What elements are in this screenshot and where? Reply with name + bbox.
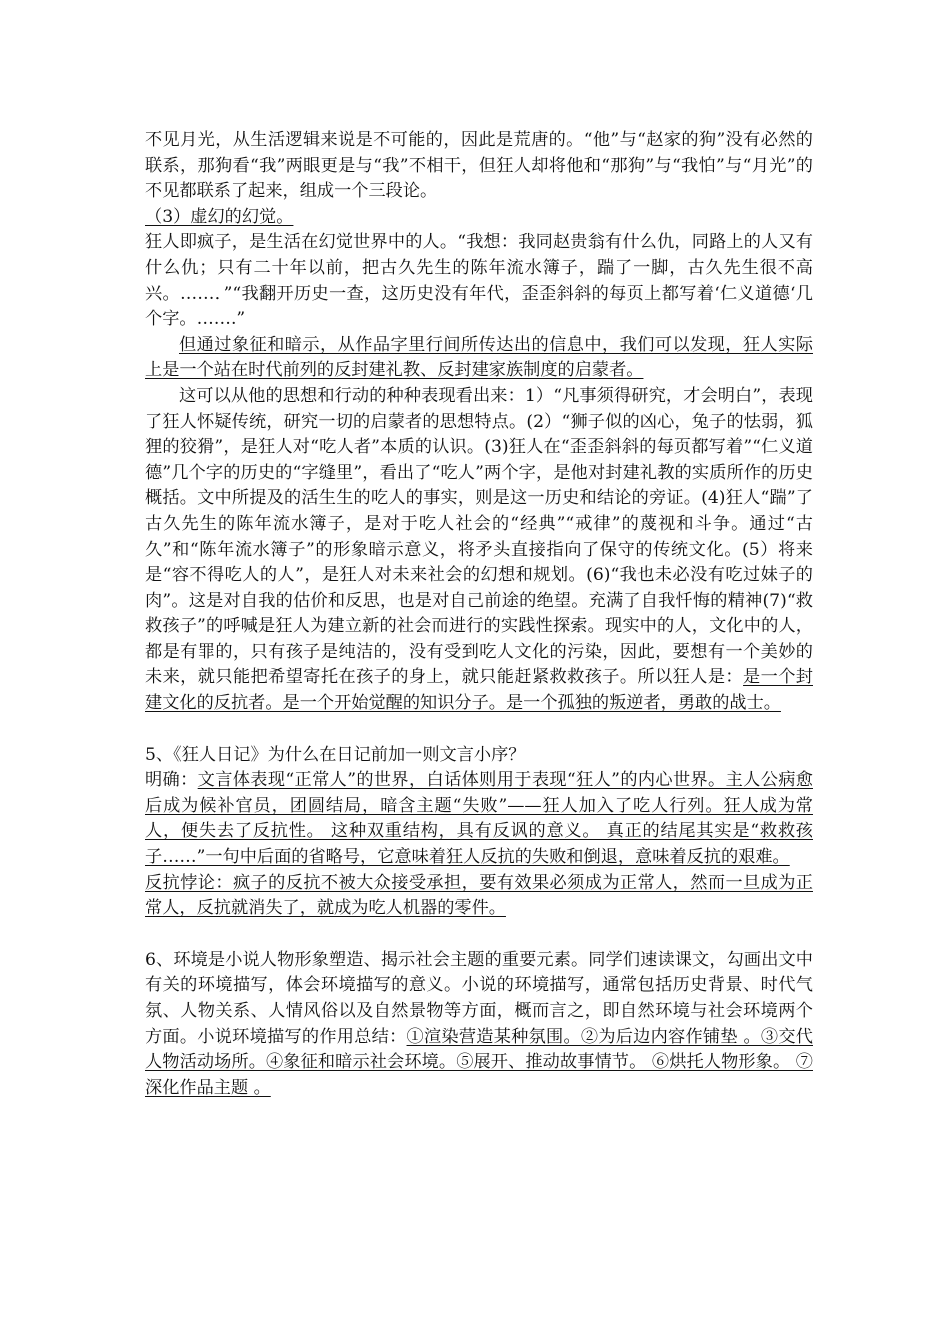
question-6-functions: ①渲染营造某种氛围。②为后边内容作铺垫 。③交代人物活动场所。④象征和暗示社会环境。⑤展开、推动故事情节。 ⑥烘托人物形象。 ⑦深化作品主题 。 [145, 1026, 813, 1098]
heading-illusion: （3）虚幻的幻觉。 [145, 206, 294, 227]
evidence-conclusion: 是一个封建文化的反抗者。是一个开始觉醒的知识分子。是一个孤独的叛逆者，勇敢的战士。 [145, 667, 813, 714]
paragraph-madman-illusion: 狂人即疯子，是生活在幻觉世界中的人。“我想：我同赵贵翁有什么仇，同路上的人又有什么仇；只有二十年以前，把古久先生的陈年流水簿子，踹了一脚，古久先生很不高兴。……．”“我翻开历史一查，这历史没有年代，歪歪斜斜的每页上都写着‘仁义道德‘几个字。…….” [145, 232, 813, 330]
question-5: 5、《狂人日记》为什么在日记前加一则文言小序？ [145, 744, 526, 765]
answer-5 [145, 768, 813, 870]
question-6 [145, 948, 813, 1102]
document-page [145, 128, 813, 1101]
paradox-note: 反抗悖论：疯子的反抗不被大众接受承担，要有效果必须成为正常人，然而一旦成为正常人，反抗就消失了，就成为吃人机器的零件。 [145, 872, 813, 919]
answer-5-label: 明确： [145, 770, 198, 791]
paragraph-evidence [145, 384, 813, 717]
spacer [145, 922, 813, 948]
paragraph-three-syllogism: 不见月光，从生活逻辑来说是不可能的，因此是荒唐的。“他”与“赵家的狗”没有必然的联系，那狗看“我”两眼更是与“我”不相干，但狂人却将他和“那狗”与“我怕”与“月光”的不见都联系了起来，组成一个三段论。 [145, 130, 813, 202]
evidence-text: 这可以从他的思想和行动的种种表现看出来：1）“凡事须得研究，才会明白”，表现了狂人怀疑传统，研究一切的启蒙者的思想特点。(2）“狮子似的凶心，兔子的怯弱，狐狸的狡猾”，是狂人对“吃人者”本质的认识。(3)狂人在“歪歪斜斜的每页都写着”“仁义道德”几个字的历史的“字缝里”，看出了“吃人”两个字，是他对封建礼教的实质所作的历史概括。文中所提及的活生生的吃人的事实，则是这一历史和结论的旁证。(4)狂人“踹”了古久先生的陈年流水簿子，是对于吃人社会的“经典”“戒律”的蔑视和斗争。通过“古久”和“陈年流水簿子”的形象暗示意义，将矛头直接指向了保守的传统文化。(5）将来是“容不得吃人的人”，是狂人对未来社会的幻想和规划。(6)“我也未必没有吃过妹子的肉”。这是对自我的估价和反思，也是对自己前途的绝望。充满了自我忏悔的精神(7)“救救孩子”的呼喊是狂人为建立新的社会而进行的实践性探索。现实中的人，文化中的人，都是有罪的，只有孩子是纯洁的，没有受到吃人文化的污染，因此，要想有一个美妙的未来，就只能把希望寄托在孩子的身上，就只能赶紧救救孩子。所以狂人是： [145, 385, 813, 688]
spacer [145, 717, 813, 743]
paragraph-enlightener-thesis: 但通过象征和暗示，从作品字里行间所传达出的信息中，我们可以发现，狂人实际上是一个站在时代前列的反封建礼教、反封建家族制度的启蒙者。 [145, 334, 813, 381]
question-6-text: 6、环境是小说人物形象塑造、揭示社会主题的重要元素。同学们速读课文，勾画出文中有关的环境描写，体会环境描写的意义。小说的环境描写，通常包括历史背景、时代气氛、人物关系、人情风俗以及自然景物等方面，概而言之，即自然环境与社会环境两个方面。小说环境描写的作用总结： [145, 949, 813, 1047]
answer-5-text: 文言体表现“正常人”的世界，白话体则用于表现“狂人”的内心世界。主人公病愈后成为候补官员，团圆结局，暗含主题“失败”——狂人加入了吃人行列。狂人成为常人，便失去了反抗性。 这种双重结构，具有反讽的意义。 真正的结尾其实是“救救孩子……”一句中后面的省略号，它意味着狂人反抗的失败和倒退，意味着反抗的艰难。 [145, 770, 813, 868]
